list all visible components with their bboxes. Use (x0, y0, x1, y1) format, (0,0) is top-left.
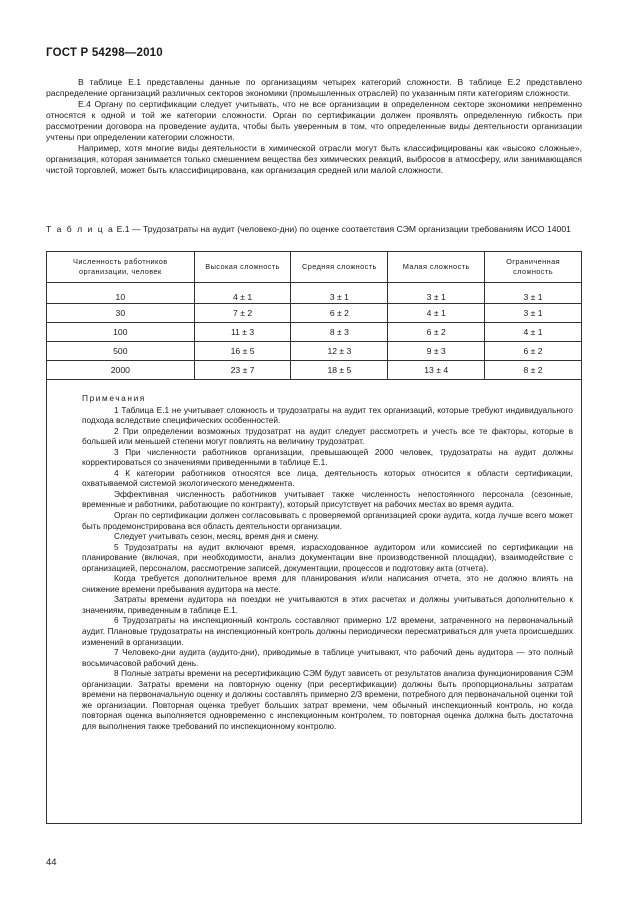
table-row (47, 361, 582, 380)
column-header: Ограниченная сложность (485, 252, 582, 283)
table-cell: 8 ± 2 (485, 361, 582, 380)
table-caption-prefix: Т а б л и ц а (46, 224, 115, 234)
table-row (47, 342, 582, 361)
note-item: 5 Трудозатраты на аудит включают время, израсходованное аудитором или комиссией по сертификации на планирование (включая, при необходимости, анализ документации вне производственной площадки), взаимодействие с организацией, персоналом, рассмотрение записей, документации, процессов и подготовку акта (отчета). (82, 541, 573, 573)
table-caption (46, 224, 586, 235)
table-cell: 6 ± 2 (485, 342, 582, 361)
notes-title: Примечания (82, 393, 146, 403)
table-cell: 11 ± 3 (194, 323, 291, 342)
table-row (47, 323, 582, 342)
table-caption-text: Е.1 — Трудозатраты на аудит (человеко-дни) по оценке соответствия СЭМ организации требованиям ИСО 14001 (114, 224, 571, 234)
table-cell: 4 ± 1 (485, 323, 582, 342)
table-cell: 18 ± 5 (291, 361, 388, 380)
table-cell: 3 ± 1 (388, 283, 485, 304)
table-cell: 6 ± 2 (388, 323, 485, 342)
note-item: Когда требуется дополнительное время для планирования и/или написания отчета, это не должно влиять на снижение времени пребывания аудитора на месте. (82, 573, 573, 594)
column-header: Средняя сложность (291, 252, 388, 283)
table-cell: 3 ± 1 (485, 283, 582, 304)
body-text (46, 77, 582, 176)
table-cell: 13 ± 4 (388, 361, 485, 380)
note-item: 2 При определении возможных трудозатрат на аудит следует рассмотреть и учесть все те факторы, которые в большей или меньшей степени могут повлиять на величину трудозатрат. (82, 425, 573, 447)
paragraph: Е.4 Органу по сертификации следует учитывать, что не все организации в определенном секторе экономики непременно относятся к одной и той же категории сложности. Орган по сертификации должен проявлять определенную гибкость при рассмотрении договора на проведение аудита, чтобы быть уверенным в том, что определенные виды деятельности организации учтены при определении категории сложности. (46, 99, 582, 142)
complexity-table (46, 251, 582, 380)
table-cell: 9 ± 3 (388, 342, 485, 361)
note-item: 8 Полные затраты времени на ресертификацию СЭМ будут зависеть от результатов анализа функционирования СЭМ организации. Затраты времени на повторную оценку (при ресертификации) должны быть пропорциональны затратам времени на первоначальную оценку и должны составлять примерно 2/3 времени, потребного для первоначальной оценки той же организации. Повторная оценка требует больших затрат времени, чем обычный инспекционный контроль, но когда повторная оценка выполняется одновременно с инспекционным контролем, то повторная оценка должна быть достаточна для выполнения также требований по инспекционному контролю. (82, 668, 573, 731)
table-cell: 3 ± 1 (485, 304, 582, 323)
note-item: Орган по сертификации должен согласовывать с проверяемой организацией сроки аудита, когда лучше всего может быть продемонстрирована вся область деятельности организации. (82, 510, 573, 531)
paragraph: В таблице Е.1 представлены данные по организациям четырех категорий сложности. В таблице Е.2 представлено распределение организаций различных секторов экономики (промышленных отраслей) по указанным пяти категориям сложности. (46, 77, 582, 98)
table-cell: 100 (47, 323, 195, 342)
table-cell: 16 ± 5 (194, 342, 291, 361)
table-cell: 7 ± 2 (194, 304, 291, 323)
table-cell: 4 ± 1 (388, 304, 485, 323)
note-item: 7 Человеко-дни аудита (аудито-дни), приводимые в таблице учитывают, что рабочий день аудитора — это полный восьмичасовой рабочий день. (82, 647, 573, 668)
note-item: 6 Трудозатраты на инспекционный контроль составляют примерно 1/2 времени, затраченного на первоначальный аудит. Плановые трудозатраты на инспекционный контроль должны периодически пересматриваться для учета происшедших изменений в организации. (82, 615, 573, 647)
table-cell: 30 (47, 304, 195, 323)
table-cell: 500 (47, 342, 195, 361)
column-header: Численность работников организации, человек (47, 252, 195, 283)
page-number: 44 (46, 857, 57, 868)
table-row (47, 283, 582, 304)
note-item: Эффективная численность работников учитывает также численность непостоянного персонала (сезонные, временные и работники, работающие по контракту), который присутствует на рабочих местах во время аудита. (82, 488, 573, 510)
table-cell: 3 ± 1 (291, 283, 388, 304)
notes-box (46, 380, 582, 824)
paragraph: Например, хотя многие виды деятельности в химической отрасли могут быть классифицированы как «высоко сложные», организация, которая занимается только смешением вещества без химических реакций, выбросов в атмосферу, или занимающаяся чистой торговлей, может быть классифицирована, как организация средней или малой сложности. (46, 143, 582, 175)
note-item: Следует учитывать сезон, месяц, время дня и смену. (114, 531, 320, 542)
column-header: Высокая сложность (194, 252, 291, 283)
column-header: Малая сложность (388, 252, 485, 283)
note-item: 1 Таблица Е.1 не учитывает сложность и трудозатраты на аудит тех организаций, которые требуют индивидуального подхода вследствие специфических особенностей. (82, 404, 573, 426)
table-cell: 2000 (47, 361, 195, 380)
table-row (47, 304, 582, 323)
table-cell: 6 ± 2 (291, 304, 388, 323)
note-item: 4 К категории работников относятся все лица, деятельность которых относится к области сертификации, охватываемой системой экологического менеджмента. (82, 467, 573, 489)
document-header: ГОСТ Р 54298—2010 (46, 47, 163, 59)
table-cell: 23 ± 7 (194, 361, 291, 380)
table-cell: 12 ± 3 (291, 342, 388, 361)
table-cell: 8 ± 3 (291, 323, 388, 342)
table-cell: 10 (47, 283, 195, 304)
note-item: 3 При численности работников организации, превышающей 2000 человек, трудозатраты на аудит должны корректироваться со значениями приведенными в таблице Е.1. (82, 446, 573, 468)
table-cell: 4 ± 1 (194, 283, 291, 304)
note-item: Затраты времени аудитора на поездки не учитываются в этих расчетах и должны учитываться дополнительно к значениям, приведенным в таблице Е.1. (82, 594, 573, 615)
notes-content (82, 393, 573, 732)
